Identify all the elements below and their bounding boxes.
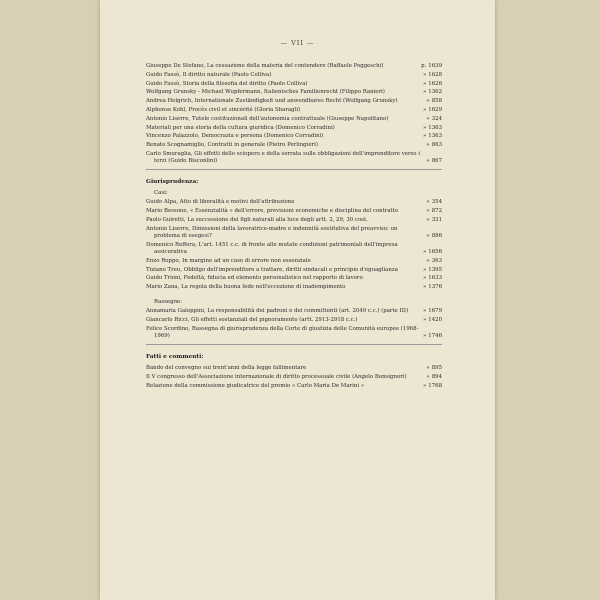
page-marker: » (422, 333, 427, 340)
entry-title: Andrea Helgrich, Internationale Zuständigkeit und anwendbares Recht (Wolfgang Grunsky) (146, 98, 398, 105)
page-value: 1628 (428, 71, 442, 78)
entry-page (418, 208, 442, 215)
entry-title: Paolo Guiretti, La successione dei figli naturali alla luce degli artt. 2, 29, 30 cost. (146, 216, 368, 223)
index-entry (146, 275, 442, 282)
entry-title: Il V congresso dell'Associazione internazionale di diritto processuale civile (Angelo Bonsignori) (146, 374, 407, 381)
index-content (146, 63, 442, 392)
index-entry (146, 133, 442, 140)
page-value: 872 (431, 208, 442, 215)
page-value: 895 (431, 365, 442, 372)
page-marker: » (426, 365, 430, 372)
entry-page (418, 233, 442, 240)
page-value: 863 (431, 142, 442, 149)
page-value: 858 (431, 98, 442, 105)
index-entry (146, 107, 442, 114)
entry-title: Annamaria Galoppini, La responsabilità dei padroni e dei committenti (art. 2049 c.c.) (parte III) (146, 308, 409, 315)
page-value: 1768 (428, 382, 442, 389)
cases-list (146, 199, 442, 291)
entry-page (414, 383, 442, 390)
index-entry (146, 267, 442, 274)
entry-title: Carlo Smuraglia, Gli effetti dello sciopero e della serrata sulle obbligazioni dell'imprenditore verso i terzi (Guido Bisconlini) (146, 150, 420, 165)
rassegne-list (146, 308, 442, 340)
index-entry (146, 199, 442, 206)
page-value: 1363 (428, 133, 442, 140)
entry-page (414, 267, 442, 274)
entry-title: Tiziano Treu, Obbligo dell'imprenditore a trattare, diritti sindacali e principio d'eguaglianza (146, 266, 398, 273)
page-value: 894 (431, 374, 442, 381)
page-marker: » (426, 208, 430, 215)
entry-page (414, 275, 442, 282)
entry-page (414, 125, 442, 132)
entry-title: Materiali per una storia della cultura giuridica (Domenico Corradini) (146, 124, 335, 131)
page-value: 363 (431, 257, 442, 264)
index-entry (146, 89, 442, 96)
page-value: 1363 (428, 124, 442, 131)
page-value: 1679 (428, 308, 442, 315)
page-value: 1395 (428, 266, 442, 273)
page-marker: » (426, 216, 430, 223)
page-marker: » (422, 106, 427, 113)
page-value: 1376 (428, 284, 442, 291)
page-value: 886 (431, 232, 442, 239)
page-marker: » (422, 124, 427, 131)
page-marker: » (426, 158, 430, 165)
index-entry (146, 308, 442, 315)
entry-title: Mario Bessone, « Essenzialità » dell'errore, previsioni economiche e disciplina del contratto (146, 208, 399, 215)
entry-page (414, 72, 442, 79)
entry-page (414, 249, 442, 256)
index-entry (146, 63, 442, 70)
page-value: 1656 (428, 248, 442, 255)
page-value: 331 (431, 216, 442, 223)
section-title-giurisprudenza: Giurisprudenza: (146, 179, 199, 186)
entry-page (418, 158, 442, 165)
page-value: 1746 (428, 333, 442, 340)
page-marker: » (422, 133, 427, 140)
index-entry (146, 258, 442, 265)
entry-page (418, 374, 442, 381)
page-marker: » (422, 266, 427, 273)
page-marker: » (422, 382, 427, 389)
subsection-rassegne: Rassegne: (154, 299, 183, 306)
entry-page (414, 81, 442, 88)
entry-title: Felice Scordino, Rassegna di giurisprudenza della Corte di giustizia delle Comunità europee (1968-1969) (146, 325, 419, 340)
entry-page (414, 89, 442, 96)
entry-title: Antonio Liserre, Tutele costituzionali dell'autonomia contrattuale (Giuseppe Napolitano) (146, 115, 389, 122)
page-marker: » (422, 275, 427, 282)
entry-page (418, 142, 442, 149)
index-entry (146, 326, 442, 340)
page-value: 1629 (428, 106, 442, 113)
page-value: 1420 (428, 317, 442, 324)
page-marker: » (426, 232, 430, 239)
index-entry (146, 217, 442, 224)
page-marker: » (422, 71, 427, 78)
index-entry (146, 142, 442, 149)
page-value: 1633 (428, 275, 442, 282)
entry-title: Wolfgang Grunsky - Michael Wupfermann, Italienisches Familienrecht (Filippo Ranieri) (146, 89, 385, 96)
entry-title: Relazione della commissione giudicatrice del premio « Carlo Maria De Marini » (146, 382, 365, 389)
entry-title: Giuseppe De Stefano, La cessazione della materia del contendere (Raffaele Poggeschi) (146, 63, 384, 69)
entry-page (414, 284, 442, 291)
index-entry (146, 226, 442, 240)
entry-title: Mario Zana, La regola della buona fede nell'eccezione di inadempimento (146, 284, 346, 291)
index-entry (146, 317, 442, 324)
page-marker: » (426, 98, 430, 105)
entry-page (418, 199, 442, 206)
entry-title: Enzo Roppo, In margine ad un caso di errore non essenziale (146, 257, 311, 264)
page-marker: » (422, 89, 427, 96)
page-number: — VII — (280, 39, 315, 47)
reviews-list (146, 63, 442, 165)
page-value: 324 (431, 115, 442, 122)
entry-title: Guido Fassò, Il diritto naturale (Paolo Colliva) (146, 71, 272, 78)
page-marker: » (422, 248, 427, 255)
page-marker: » (422, 317, 427, 324)
index-entry (146, 374, 442, 381)
page-value: 1362 (428, 89, 442, 96)
entry-page (414, 63, 442, 70)
page-marker: p. (421, 63, 427, 69)
page-value: 867 (431, 158, 442, 165)
entry-title: Guido Alpa, Atto di liberalità e motivi dell'attribuzione (146, 199, 295, 206)
index-entry (146, 81, 442, 88)
entry-page (418, 116, 442, 123)
entry-title: Renato Scognamiglio, Contratti in generale (Pietro Perlingieri) (146, 142, 318, 149)
page-marker: » (422, 80, 427, 87)
fatti-list (146, 365, 442, 390)
entry-page (414, 317, 442, 324)
book-page (100, 0, 495, 600)
section-title-fatti: Fatti e commenti: (146, 354, 204, 361)
page-marker: » (426, 199, 430, 206)
page-marker: » (426, 374, 430, 381)
entry-page (418, 365, 442, 372)
page-marker: » (426, 142, 430, 149)
entry-title: Vincenzo Palazzolo, Democrazia e persona (Domenico Corradini) (146, 133, 324, 140)
entry-page (418, 98, 442, 105)
entry-title: Alphonse Kohl, Procès civil et sincérité (Gloria Sbaragli) (146, 106, 301, 113)
section-divider (146, 169, 442, 170)
index-entry (146, 72, 442, 79)
entry-page (414, 333, 442, 340)
entry-title: Domenico Reffera, L'art. 1451 c.c. di fronte alle mutate condizioni patrimoniali dell'impresa assicurativa (146, 241, 398, 255)
index-entry (146, 151, 442, 165)
page-value: 1626 (428, 80, 442, 87)
index-entry (146, 98, 442, 105)
index-entry (146, 284, 442, 291)
index-entry (146, 208, 442, 215)
index-entry (146, 116, 442, 123)
entry-page (414, 133, 442, 140)
page-marker: » (422, 284, 427, 291)
entry-title: Antonio Liserre, Dimissioni della lavoratrice-madre e indennità sostitutiva del preavviso: un problema di esegesi? (146, 225, 398, 239)
entry-title: Guido Trioni, Fedeltà, fiducia ed elemento personalistico nel rapporto di lavoro (146, 275, 363, 282)
index-entry (146, 383, 442, 390)
section-divider (146, 344, 442, 345)
entry-page (418, 217, 442, 224)
entry-title: Guido Fassò, Storia della filosofia del diritto (Paolo Colliva) (146, 80, 308, 87)
entry-page (418, 258, 442, 265)
page-marker: » (426, 257, 430, 264)
index-entry (146, 242, 442, 256)
index-entry (146, 365, 442, 372)
entry-page (414, 308, 442, 315)
entry-title: Bando del convegno sui trent'anni della legge fallimentare (146, 365, 307, 372)
page-value: 354 (431, 199, 442, 206)
page-value: 1639 (428, 63, 442, 69)
entry-page (414, 107, 442, 114)
page-marker: » (422, 308, 427, 315)
subsection-casi: Casi: (154, 190, 168, 197)
entry-title: Giancarlo Ricci, Gli effetti sostanziali del pignoramento (artt. 2913-2918 c.c.) (146, 317, 358, 324)
index-entry (146, 125, 442, 132)
page-marker: » (426, 115, 430, 122)
